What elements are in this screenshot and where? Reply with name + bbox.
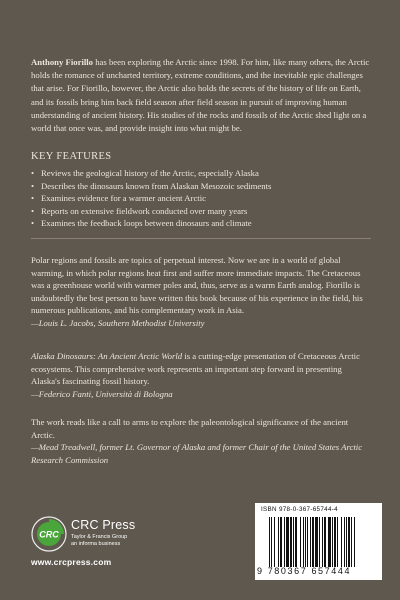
review-treadwell [31, 416, 371, 466]
barcode-bar [305, 517, 306, 567]
barcode-bar [346, 517, 347, 567]
barcode-bar [286, 517, 289, 567]
isbn-barcode [255, 503, 382, 580]
review-text: is a cutting-edge presentation of Cretaceous Arctic ecosystems. This comprehensive work represents an important step forward in presenting Alaska's fascinating fossil history. [31, 351, 360, 386]
book-title: Alaska Dinosaurs: An Ancient Arctic World [31, 351, 183, 361]
barcode-bar [354, 517, 355, 567]
isbn-label: ISBN 978-0-367-65744-4 [261, 506, 338, 513]
key-features-title: KEY FEATURES [31, 151, 112, 162]
review-jacobs [31, 254, 371, 329]
publisher-name: CRC Press [71, 518, 136, 532]
barcode-bar [319, 517, 320, 567]
barcode-bar [278, 517, 279, 567]
barcode-bars [269, 517, 378, 567]
publisher-group: Taylor & Francis Group an informa business [71, 534, 128, 547]
barcode-bar [307, 517, 308, 567]
barcode-bar [310, 517, 311, 567]
bullet-icon: • [31, 193, 35, 204]
bullet-icon: • [31, 205, 35, 216]
review-fanti [31, 350, 371, 400]
key-feature-item: • Reports on extensive fieldwork conducted over many years [31, 205, 248, 216]
barcode-bar [290, 517, 292, 567]
barcode-bar [280, 517, 282, 567]
review-attribution: —Mead Treadwell, former Lt. Governor of Alaska and former Chair of the United States Arctic Research Commission [31, 442, 363, 465]
key-feature-item: • Describes the dinosaurs known from Alaskan Mesozoic sediments [31, 180, 272, 191]
section-divider [31, 238, 371, 239]
key-feature-item: • Examines the feedback loops between dinosaurs and climate [31, 218, 252, 229]
publisher-logo [31, 516, 161, 570]
author-name: Anthony Fiorillo [31, 57, 94, 67]
review-attribution: —Louis L. Jacobs, Southern Methodist University [31, 317, 205, 328]
review-attribution: —Federico Fanti, Università di Bologna [31, 388, 173, 399]
barcode-bar [341, 517, 342, 567]
key-features-list [31, 167, 371, 230]
barcode-bar [324, 517, 326, 567]
barcode-bar [271, 517, 272, 567]
barcode-bar [351, 517, 352, 567]
author-bio-text: has been exploring the Arctic since 1998. For him, like many others, the Arctic holds the romance of uncharted territory, extreme conditions, and the inevitable epic challenges that arise. For Fiorillo, however, the Arctic also holds the secrets of the history of life on Earth, and its fossils bring him back field season after field season in pursuit of improving human understanding of ancient history. His studies of the rocks and fossils of the Arctic shed light on a world that once was, and provide insight into what might be. [31, 57, 370, 134]
barcode-bar [300, 517, 301, 567]
bullet-icon: • [31, 218, 35, 229]
barcode-bar [284, 517, 285, 567]
bullet-icon: • [31, 180, 35, 191]
barcode-bar [274, 517, 275, 567]
author-bio [31, 56, 371, 135]
barcode-bar [334, 517, 336, 567]
review-text: The work reads like a call to arms to explore the paleontological significance of the ancient Arctic. [31, 417, 349, 440]
barcode-bar [303, 517, 304, 567]
key-feature-item: • Examines evidence for a warmer ancient Arctic [31, 193, 206, 204]
barcode-bar [312, 517, 314, 567]
publisher-url: www.crcpress.com [31, 557, 112, 567]
bullet-icon: • [31, 168, 35, 178]
crc-logo-icon [31, 516, 67, 552]
barcode-bar [322, 517, 323, 567]
key-feature-item: • Reviews the geological history of the Arctic, especially Alaska [31, 168, 259, 178]
barcode-bar [295, 517, 297, 567]
barcode-bar [293, 517, 294, 567]
barcode-bar [269, 517, 270, 567]
ean-digits: 9 780367 657444 [257, 566, 352, 576]
review-text: Polar regions and fossils are topics of perpetual interest. Now we are in a world of global warming, in which polar regions heat first and suffer more immediate impacts. The Cretaceous was a greenhouse world with warmer poles and, thus, serve as a warm Earth analog. Fiorillo is undoubtedly the best person to have written this book because of his experience in the field, his numerous publications, and his complementary work in Asia. [31, 255, 363, 315]
barcode-bar [315, 517, 318, 567]
logo-mark-text: CRC [39, 529, 59, 540]
barcode-bar [348, 517, 350, 567]
barcode-bar [332, 517, 333, 567]
barcode-bar [344, 517, 345, 567]
barcode-bar [337, 517, 338, 567]
barcode-bar [328, 517, 331, 567]
